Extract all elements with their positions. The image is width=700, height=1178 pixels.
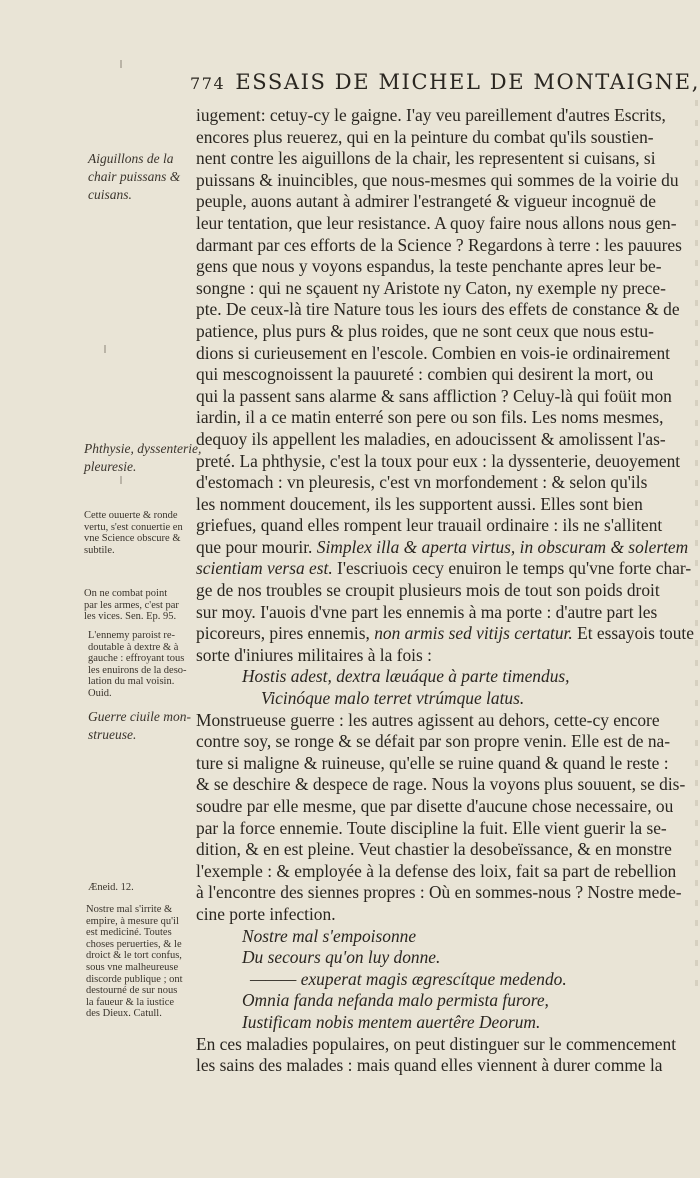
page-number: 774 <box>190 74 226 93</box>
margin-note-line: Ouid. <box>88 687 112 699</box>
text-segment: à l'encontre des siennes propres : Où en sommes-nous ? Nostre mede- <box>196 882 682 903</box>
text-segment: encores plus reuerez, qui en la peinture du combat qu'ils soustien- <box>196 126 654 147</box>
text-segment: nent contre les aiguillons de la chair, les representent si cuisans, si <box>196 148 656 169</box>
latin-quote: scientiam versa est. <box>196 558 333 579</box>
margin-note-line: Guerre ciuile mon- <box>88 709 191 724</box>
text-line <box>196 169 679 192</box>
running-title: ESSAIS DE MICHEL DE MONTAIGNE, <box>235 70 700 94</box>
margin-note-line: des Dieux. Catull. <box>86 1008 162 1020</box>
text-line <box>196 731 676 753</box>
margin-note-line: subtile. <box>84 544 115 556</box>
text-line <box>196 947 676 969</box>
ink-spot <box>120 476 122 484</box>
margin-note-line: sous vne malheureuse <box>86 961 179 973</box>
running-header <box>190 70 700 94</box>
ink-spot <box>120 60 122 68</box>
latin-quote: Du secours qu'on luy donne. <box>242 947 441 968</box>
text-line <box>196 990 676 1012</box>
latin-quote: Iustificam nobis mentem auertêre Deorum. <box>242 1011 541 1032</box>
text-segment: Monstrueuse guerre : les autres agissent au dehors, cette-cy encore <box>196 709 660 730</box>
text-line <box>196 710 676 732</box>
text-line <box>196 234 682 257</box>
margin-note-line: droict & le tort confus, <box>86 950 182 962</box>
text-segment: peuple, auons autant à admirer l'estrangeté & vigueur incognuë de <box>196 191 656 212</box>
margin-note-line: Nostre mal s'irrite & <box>86 904 173 915</box>
page-edge-shadow <box>695 100 698 1000</box>
text-segment: I'escriuois cecy enuiron le temps qu'vne forte char- <box>332 558 692 579</box>
text-line <box>196 278 676 300</box>
margin-note-line: Phthysie, dyssenterie, <box>84 441 202 456</box>
text-segment: darmant par ces efforts de la Science ? Regardons à terre : les pauures <box>196 234 682 255</box>
text-segment: les nomment doucement, ils les supportent aussi. Elles sont bien <box>196 493 643 514</box>
text-segment: l'exemple : & employée à la defense des loix, fait sa part de rebellion <box>196 860 677 881</box>
margin-note-line: On ne combat point <box>84 588 168 599</box>
text-line <box>196 494 676 516</box>
text-segment: ture si maligne & ruineuse, qu'elle se ruine quand & quand le reste : <box>196 752 669 773</box>
margin-note-line: pleuresie. <box>84 459 137 474</box>
text-segment: les sains des malades : mais quand elles viennent à durer comme la <box>196 1055 663 1076</box>
text-line <box>196 688 676 710</box>
text-line <box>196 450 681 473</box>
text-line <box>196 645 676 667</box>
text-line <box>196 1034 676 1056</box>
text-segment: iardin, il a ce matin enterré son pere ou son fils. Les noms mesmes, <box>196 407 664 428</box>
text-segment: pte. De ceux-là tire Nature tous les iours des effets de constance & de <box>196 299 680 320</box>
text-segment: Et essayois toute <box>572 623 694 644</box>
latin-quote: ——— exuperat magis ægrescítque medendo. <box>250 968 567 989</box>
text-line <box>196 969 676 991</box>
text-line <box>196 666 676 688</box>
text-line <box>196 558 692 580</box>
main-text <box>196 105 694 1077</box>
text-segment: preté. La phthysie, c'est la toux pour eux : la dyssenterie, deuoyement <box>196 450 681 471</box>
margin-note-line: Aiguillons de la <box>88 151 174 166</box>
margin-note-line: vertu, s'est conuertie en <box>84 521 183 533</box>
text-line <box>196 256 676 278</box>
text-line <box>196 839 676 861</box>
text-segment: picoreurs, pires ennemis, <box>196 623 375 644</box>
margin-note <box>84 440 201 476</box>
margin-note-line: par les armes, c'est par <box>84 599 179 611</box>
text-line <box>196 904 676 926</box>
text-line <box>196 861 676 883</box>
text-line <box>196 753 676 775</box>
text-line <box>196 321 676 343</box>
text-segment: soudre par elle mesme, que par disette d'aucune chose necessaire, ou <box>196 796 674 816</box>
margin-note <box>88 150 180 204</box>
text-line <box>196 213 676 235</box>
margin-note-line: Æneid. 12. <box>88 882 134 893</box>
text-line <box>196 536 689 559</box>
margin-note-line: choses peruerties, & le <box>86 938 182 950</box>
text-segment: griefues, quand elles rompent leur trauail ordinaire : ils ne s'allitent <box>196 515 663 536</box>
text-segment: cine porte infection. <box>196 903 336 924</box>
margin-note <box>86 904 183 1020</box>
text-line <box>196 1012 676 1034</box>
text-line <box>196 472 676 494</box>
latin-quote: Omnia fanda nefanda malo permista furore, <box>242 990 549 1011</box>
margin-note <box>88 708 191 744</box>
ink-spot <box>104 345 106 353</box>
text-line <box>196 191 676 213</box>
text-segment: sorte d'iniures militaires à la fois : <box>196 644 432 665</box>
margin-note-line: les vices. Sen. Ep. 95. <box>84 611 177 623</box>
text-segment: dequoy ils appellent les maladies, en adoucissent & amolissent l'as- <box>196 428 666 449</box>
text-line <box>196 127 676 149</box>
text-line <box>196 818 676 840</box>
margin-note-line: doutable à dextre & à <box>88 641 179 653</box>
text-segment: songne : qui ne sçauent ny Aristote ny Caton, ny exemple ny prece- <box>196 277 666 298</box>
text-line <box>196 774 686 796</box>
margin-note-line: empire, à mesure qu'il <box>86 915 179 927</box>
text-segment: dition, & en est pleine. Veut chastier la desobeïssance, & en monstre <box>196 839 672 860</box>
text-line <box>196 602 676 624</box>
text-line <box>196 148 676 170</box>
margin-note-line: discorde publique ; ont <box>86 973 183 985</box>
margin-note <box>88 882 134 894</box>
latin-quote: non armis sed vitijs certatur. <box>374 623 573 644</box>
text-segment: qui la passent sans alarme & sans affliction ? Celuy-là qui foüit mon <box>196 385 672 406</box>
text-line <box>196 580 676 602</box>
margin-note-line: L'ennemy paroist re- <box>88 630 176 641</box>
text-line <box>196 407 676 429</box>
margin-note-line: strueuse. <box>88 727 137 742</box>
text-segment: ge de nos troubles se croupit plusieurs mois de tout son poids droit <box>196 580 660 601</box>
text-line <box>196 364 676 386</box>
margin-note <box>84 510 183 556</box>
margin-note-line: cuisans. <box>88 187 132 202</box>
margin-note-line: vne Science obscure & <box>84 533 181 545</box>
margin-note-line: les enuirons de la deso- <box>88 664 187 676</box>
margin-note-line: chair puissans & <box>88 169 181 184</box>
text-line <box>196 623 694 645</box>
margin-note-line: est mediciné. Toutes <box>86 927 172 939</box>
margin-note <box>88 630 187 700</box>
text-line <box>196 386 676 408</box>
text-line <box>196 429 676 451</box>
text-segment: gens que nous y voyons espandus, la teste penchante apres leur be- <box>196 256 662 277</box>
text-line <box>196 105 676 127</box>
latin-quote: Nostre mal s'empoisonne <box>242 925 417 946</box>
text-segment: contre soy, se ronge & se défait par son propre venin. Elle est de na- <box>196 731 671 752</box>
latin-quote: Simplex illa & aperta virtus, in obscuram & solertem <box>316 536 689 557</box>
text-line <box>196 796 676 818</box>
text-line <box>196 1055 676 1077</box>
margin-note-line: lation du mal voisin. <box>88 676 175 688</box>
text-segment: & se deschire & despece de rage. Nous la voyons plus souuent, se dis- <box>196 774 686 795</box>
text-segment: En ces maladies populaires, on peut distinguer sur le commencement <box>196 1033 677 1054</box>
text-line <box>196 926 676 948</box>
text-segment: patience, plus purs & plus roides, que ne sont ceux que nous estu- <box>196 320 654 341</box>
latin-quote: Vicinóque malo terret vtrúmque latus. <box>261 688 525 709</box>
text-segment: par la force ennemie. Toute discipline la fuit. Elle vient guerir la se- <box>196 817 667 838</box>
text-line <box>196 882 682 904</box>
text-segment: qui mescognoissent la pauureté : combien qui desirent la mort, ou <box>196 364 654 385</box>
margin-note-line: la faueur & la iustice <box>86 996 175 1008</box>
text-segment: leur tentation, que leur resistance. A quoy faire nous allons nous gen- <box>196 212 677 233</box>
margin-note-line: Cette ouuerte & ronde <box>84 510 178 521</box>
latin-quote: Hostis adest, dextra læuáque à parte timendus, <box>242 666 570 687</box>
text-segment: puissans & inuincibles, que nous-mesmes qui sommes de la voirie du <box>196 169 679 190</box>
text-segment: d'estomach : vn pleuresis, c'est vn morfondement : & selon qu'ils <box>196 472 648 493</box>
margin-note <box>84 588 179 623</box>
text-segment: iugement: cetuy-cy le gaigne. I'ay veu pareillement d'autres Escrits, <box>196 105 666 125</box>
text-segment: dions si curieusement en l'escole. Combien en vois-ie ordinairement <box>196 342 671 363</box>
text-segment: que pour mourir. <box>196 536 317 557</box>
margin-note-line: gauche : effroyant tous <box>88 653 185 665</box>
text-line <box>196 343 676 365</box>
margin-note-line: destourné de sur nous <box>86 985 178 997</box>
text-line <box>196 515 676 537</box>
text-line <box>196 299 680 321</box>
text-segment: sur moy. I'auois d'vne part les ennemis à ma porte : d'autre part les <box>196 601 658 622</box>
